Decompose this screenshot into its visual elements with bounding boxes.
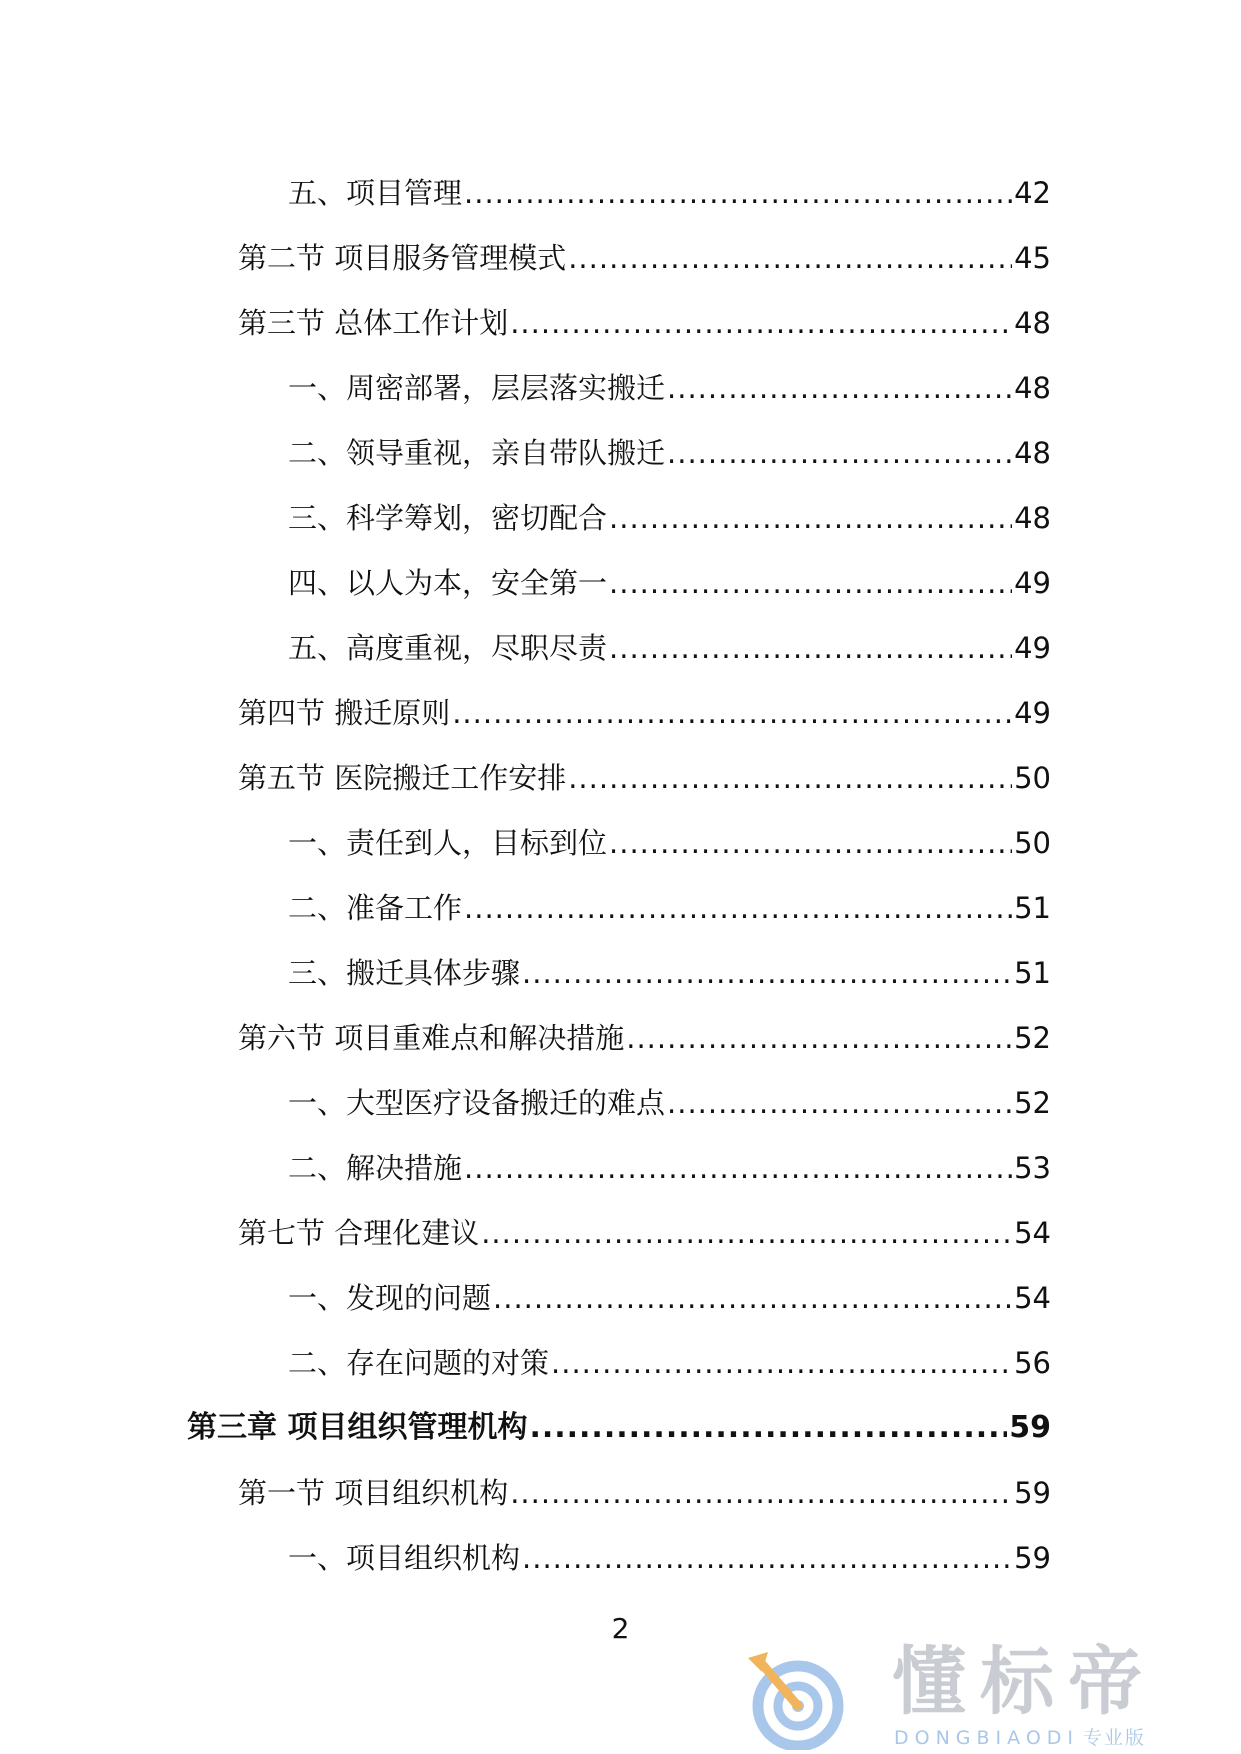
toc-entry-page: 54 [1014, 1215, 1051, 1250]
toc-dot-leader [667, 1084, 1012, 1122]
toc-entry-label: 一、责任到人，目标到位 [288, 825, 608, 860]
toc-entry-page: 53 [1014, 1150, 1051, 1185]
toc-entry-page: 49 [1014, 695, 1051, 730]
table-of-contents [0, 160, 1241, 1590]
toc-entry-page: 59 [1014, 1540, 1051, 1575]
page-number: 2 [611, 1612, 630, 1645]
toc-entry-label: 第七节 合理化建议 [238, 1215, 480, 1250]
toc-entry-page: 45 [1014, 240, 1051, 275]
toc-entry-label: 二、领导重视，亲自带队搬迁 [288, 435, 666, 470]
toc-entry[interactable] [0, 615, 1241, 680]
toc-dot-leader [609, 499, 1012, 537]
toc-entry[interactable] [0, 225, 1241, 290]
toc-entry-page: 50 [1014, 760, 1051, 795]
toc-dot-leader [464, 174, 1012, 212]
toc-entry-label: 二、解决措施 [288, 1150, 463, 1185]
toc-entry[interactable] [0, 680, 1241, 745]
toc-entry-label: 一、项目组织机构 [288, 1540, 521, 1575]
toc-entry-label: 五、项目管理 [288, 175, 463, 210]
toc-entry-label: 第二节 项目服务管理模式 [238, 240, 567, 275]
toc-dot-leader [493, 1279, 1012, 1317]
toc-dot-leader [522, 1539, 1012, 1577]
toc-entry[interactable] [0, 745, 1241, 810]
toc-entry-page: 52 [1014, 1020, 1051, 1055]
toc-dot-leader [481, 1214, 1012, 1252]
toc-entry-page: 48 [1014, 305, 1051, 340]
toc-entry-page: 48 [1014, 370, 1051, 405]
toc-dot-leader [529, 1409, 1007, 1447]
toc-entry[interactable] [0, 485, 1241, 550]
toc-dot-leader [568, 239, 1012, 277]
toc-entry-label: 一、周密部署，层层落实搬迁 [288, 370, 666, 405]
toc-entry-label: 二、存在问题的对策 [288, 1345, 550, 1380]
toc-entry[interactable] [0, 355, 1241, 420]
toc-entry[interactable] [0, 1200, 1241, 1265]
toc-dot-leader [626, 1019, 1012, 1057]
toc-entry-page: 48 [1014, 500, 1051, 535]
toc-entry-label: 三、搬迁具体步骤 [288, 955, 521, 990]
toc-entry-label: 二、准备工作 [288, 890, 463, 925]
toc-entry-page: 49 [1014, 565, 1051, 600]
toc-entry-label: 一、大型医疗设备搬迁的难点 [288, 1085, 666, 1120]
toc-entry[interactable] [0, 875, 1241, 940]
toc-entry-page: 50 [1014, 825, 1051, 860]
toc-dot-leader [510, 1474, 1012, 1512]
toc-dot-leader [510, 304, 1012, 342]
toc-dot-leader [464, 889, 1012, 927]
toc-dot-leader [667, 369, 1012, 407]
toc-entry[interactable] [0, 1525, 1241, 1590]
toc-entry[interactable] [0, 940, 1241, 1005]
toc-entry-page: 51 [1014, 890, 1051, 925]
toc-entry[interactable] [0, 550, 1241, 615]
toc-entry-label: 第三章 项目组织管理机构 [187, 1409, 528, 1445]
toc-entry[interactable] [0, 290, 1241, 355]
toc-entry-label: 三、科学筹划，密切配合 [288, 500, 608, 535]
toc-entry-label: 五、高度重视，尽职尽责 [288, 630, 608, 665]
toc-entry-label: 第一节 项目组织机构 [238, 1475, 509, 1510]
toc-entry[interactable] [0, 420, 1241, 485]
toc-entry[interactable] [0, 810, 1241, 875]
watermark-brand-name: 懂标帝 [892, 1639, 1156, 1725]
watermark-edition: 专业版 [1083, 1727, 1147, 1749]
toc-entry[interactable] [0, 1460, 1241, 1525]
toc-entry-page: 52 [1014, 1085, 1051, 1120]
toc-dot-leader [609, 824, 1012, 862]
toc-entry-label: 第五节 医院搬迁工作安排 [238, 760, 567, 795]
toc-entry-page: 56 [1014, 1345, 1051, 1380]
toc-entry[interactable] [0, 1135, 1241, 1200]
watermark-pinyin [894, 1723, 1146, 1750]
toc-entry[interactable] [0, 160, 1241, 225]
toc-entry[interactable] [0, 1005, 1241, 1070]
toc-entry[interactable] [0, 1395, 1241, 1460]
watermark-pinyin-text: DONGBIAODI [894, 1727, 1080, 1749]
toc-dot-leader [522, 954, 1012, 992]
toc-entry-page: 59 [1009, 1409, 1051, 1445]
toc-entry-page: 59 [1014, 1475, 1051, 1510]
toc-dot-leader [452, 694, 1012, 732]
toc-entry[interactable] [0, 1265, 1241, 1330]
toc-entry-label: 第三节 总体工作计划 [238, 305, 509, 340]
watermark [740, 1640, 1220, 1750]
toc-entry-page: 54 [1014, 1280, 1051, 1315]
toc-entry-label: 第六节 项目重难点和解决措施 [238, 1020, 625, 1055]
toc-dot-leader [609, 564, 1012, 602]
toc-dot-leader [568, 759, 1012, 797]
toc-entry-page: 42 [1014, 175, 1051, 210]
toc-dot-leader [551, 1344, 1012, 1382]
toc-dot-leader [464, 1149, 1012, 1187]
toc-entry-page: 49 [1014, 630, 1051, 665]
toc-dot-leader [609, 629, 1012, 667]
toc-entry-label: 第四节 搬迁原则 [238, 695, 451, 730]
toc-dot-leader [667, 434, 1012, 472]
toc-entry[interactable] [0, 1330, 1241, 1395]
toc-entry-label: 一、发现的问题 [288, 1280, 492, 1315]
toc-entry-page: 51 [1014, 955, 1051, 990]
toc-entry-page: 48 [1014, 435, 1051, 470]
toc-entry-label: 四、以人为本，安全第一 [288, 565, 608, 600]
target-arrow-icon [740, 1640, 870, 1750]
toc-entry[interactable] [0, 1070, 1241, 1135]
